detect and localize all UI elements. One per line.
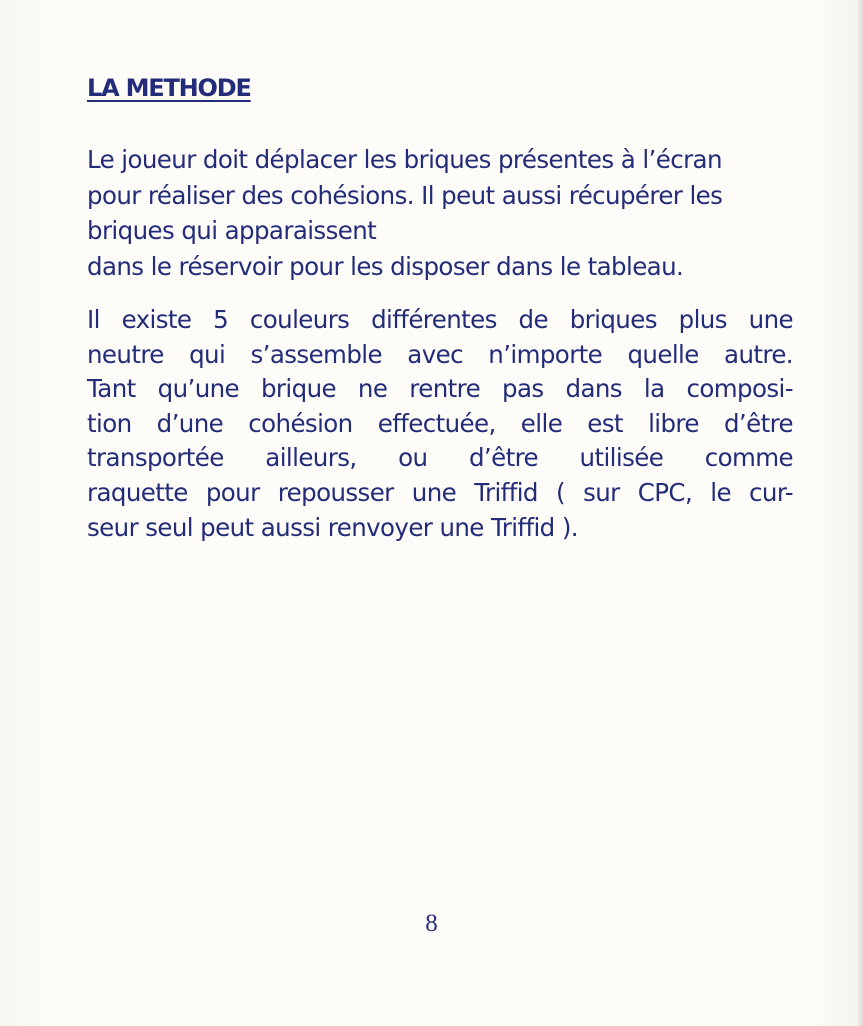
page-content xyxy=(87,70,793,545)
paragraph-line: dans le réservoir pour les disposer dans le tableau. xyxy=(87,251,684,281)
paragraph-line: pour réaliser des cohésions. Il peut aussi récupérer les xyxy=(87,180,723,210)
paragraph-line: tion d’une cohésion effectuée, elle est libre d’être xyxy=(87,408,793,438)
paragraph-line: Tant qu’une brique ne rentre pas dans la composi- xyxy=(87,374,793,404)
paragraph-line: raquette pour repousser une Triffid ( sur CPC, le cur- xyxy=(87,477,793,507)
paragraph-line: briques qui apparaissent xyxy=(87,216,377,245)
paragraph-colors xyxy=(87,303,793,545)
paragraph-line: neutre qui s’assemble avec n’importe quelle autre. xyxy=(87,339,793,369)
paragraph-line: Il existe 5 couleurs différentes de briques plus une xyxy=(87,305,793,334)
paragraph-gameplay xyxy=(87,142,793,284)
paragraph-line: transportée ailleurs, ou d’être utilisée comme xyxy=(87,443,793,473)
paragraph-line: seur seul peut aussi renvoyer une Triffid ). xyxy=(87,512,578,542)
page-number: 8 xyxy=(425,910,438,937)
paragraph-line: Le joueur doit déplacer les briques présentes à l’écran xyxy=(87,145,722,174)
section-heading: LA METHODE xyxy=(87,74,251,102)
page-edge xyxy=(858,0,863,1026)
